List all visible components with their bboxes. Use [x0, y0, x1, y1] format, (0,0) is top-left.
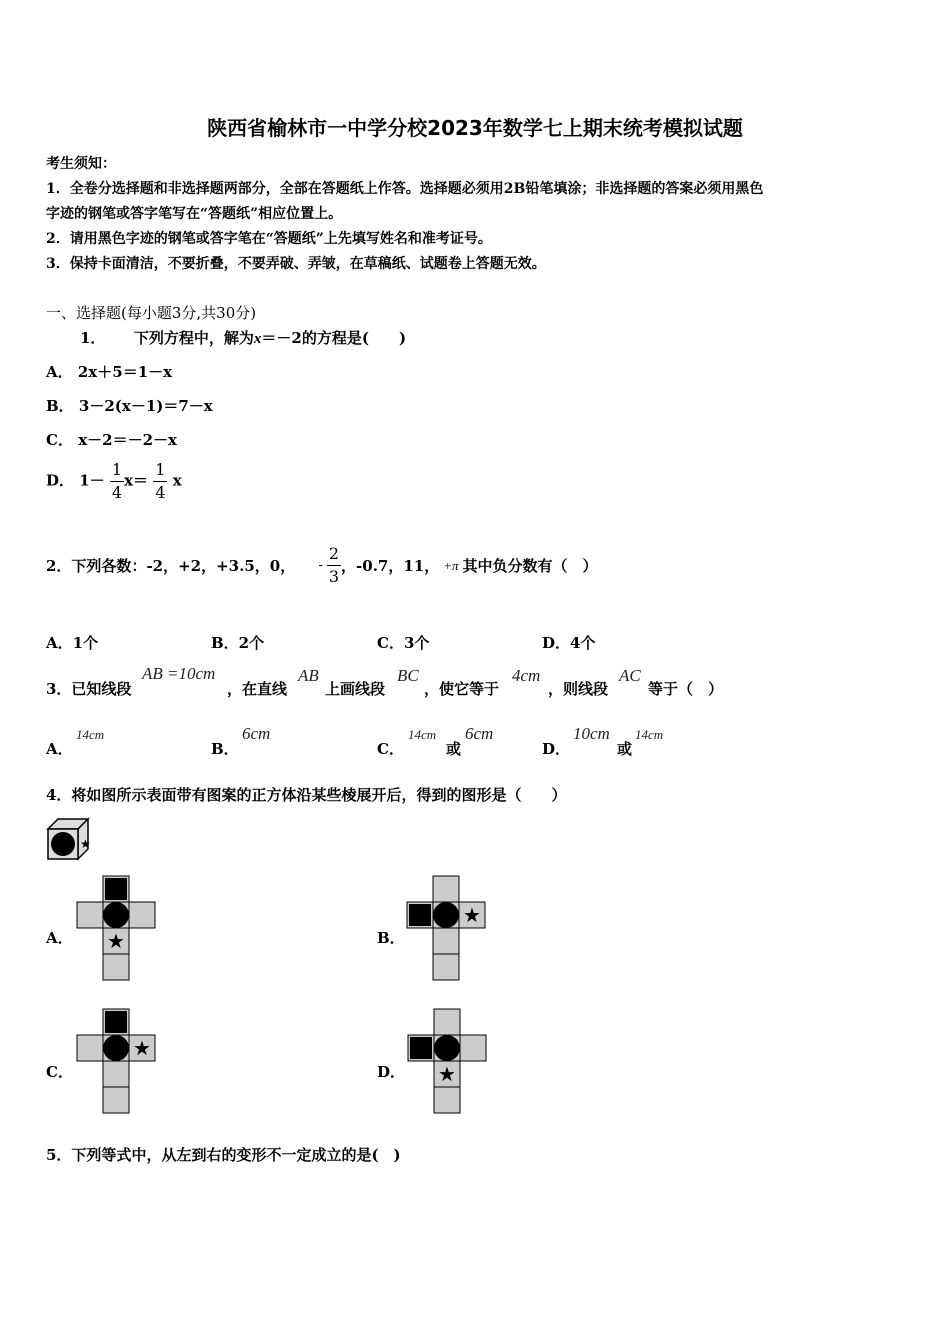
net-option-a[interactable]	[76, 876, 156, 980]
q3-d-label: D．	[542, 740, 571, 758]
circle-icon	[434, 1035, 460, 1061]
q5-stem: 5．下列等式中，从左到右的变形不一定成立的是( )	[46, 1146, 401, 1164]
star-icon: ★	[80, 837, 91, 851]
q3-a-value: 14cm	[76, 727, 105, 742]
q3-stem-d: ，使它等于	[424, 680, 500, 698]
q1-c-text: x－2＝－2－x	[78, 431, 177, 449]
q1-a-label: A．	[46, 363, 73, 381]
q4-d-label: D．	[377, 1063, 406, 1081]
q2-option-b: B．2个	[211, 634, 265, 652]
net-b-face-5	[433, 928, 459, 954]
q2-stem	[46, 546, 598, 585]
q3-stem-b: ，在直线	[227, 680, 288, 698]
star-icon: ★	[438, 1062, 456, 1086]
q1-b-text: 3－2(x－1)＝7－x	[78, 397, 213, 415]
square-icon	[409, 904, 431, 926]
notice-line-1a: 1．全卷分选择题和非选择题两部分，全部在答题纸上作答。选择题必须用2B铅笔填涂；非选择题的答案必须用黑色	[46, 181, 764, 197]
net-d-face-1	[434, 1009, 460, 1035]
q1-var: x	[253, 331, 262, 347]
q1-d-num-2: 1	[153, 462, 167, 482]
q1-number: 1．	[80, 329, 106, 347]
net-c-face-6	[103, 1087, 129, 1113]
q1-stem-b: ＝－2的方程是( )	[261, 329, 407, 347]
q3-d-or: 或	[617, 740, 633, 758]
circle-icon	[103, 1035, 129, 1061]
q3-math-4: 4cm	[512, 666, 541, 685]
q2-option-c: C．3个	[377, 634, 430, 652]
q1-d-den-2: 4	[155, 483, 166, 502]
q2-frac-num: 2	[327, 546, 341, 566]
q3-stem-f: 等于（ ）	[648, 680, 724, 698]
q3-b-value: 6cm	[242, 724, 271, 743]
square-icon	[105, 878, 127, 900]
q3-stem-c: 上画线段	[325, 680, 386, 698]
q3-math-2: AB	[298, 666, 319, 685]
q2-frac-den: 3	[328, 567, 340, 586]
star-icon: ★	[133, 1036, 151, 1060]
q1-b-label: B．	[46, 397, 74, 415]
q4-a-label: A．	[46, 929, 73, 947]
q3-c-or: 或	[446, 740, 462, 758]
q2-option-a: A．1个	[46, 634, 99, 652]
circle-icon	[103, 902, 129, 928]
net-c-face-2	[77, 1035, 103, 1061]
q2-stem-c: 其中负分数有（ ）	[462, 557, 598, 575]
q2-frac-sign: -	[318, 558, 323, 573]
notice-line-2: 2．请用黑色字迹的钢笔或答字笔在“答题纸”上先填写姓名和准考证号。	[46, 231, 492, 247]
q1-option-a	[46, 361, 172, 382]
q1-stem-a: 下列方程中，解为	[133, 329, 254, 347]
q1-d-den-1: 4	[111, 483, 123, 502]
star-icon: ★	[463, 903, 481, 927]
q1-d-post: x	[172, 471, 182, 490]
q1-d-pre: 1－	[79, 471, 105, 490]
q3-stem-a: 3．已知线段	[46, 680, 132, 698]
q4-b-label: B．	[377, 929, 405, 947]
notice-line-3: 3．保持卡面清洁，不要折叠，不要弄破、弄皱，在草稿纸、试题卷上答题无效。	[46, 256, 546, 272]
net-c-face-5	[103, 1061, 129, 1087]
q1-option-b	[46, 395, 213, 416]
q2-option-d: D．4个	[542, 634, 596, 652]
q2-stem-a: 2．下列各数：-2，+2，+3.5，0，	[46, 557, 296, 575]
q3-c-value-2: 6cm	[465, 724, 494, 743]
q4-c-label: C．	[46, 1063, 73, 1081]
cube-figure	[46, 817, 90, 861]
net-option-c[interactable]	[76, 1009, 156, 1113]
q1-d-num-1: 1	[110, 462, 124, 482]
q3-math-1: AB =10cm	[142, 664, 216, 683]
notice-heading: 考生须知：	[46, 156, 116, 172]
q1-d-label: D．	[46, 471, 75, 490]
q3-b-label: B．	[211, 740, 239, 758]
net-a-face-2	[77, 902, 103, 928]
notice-line-1b: 字迹的钢笔或答字笔写在“答题纸”相应位置上。	[46, 206, 343, 222]
q3-d-value-2: 14cm	[635, 727, 664, 742]
net-b-face-6	[433, 954, 459, 980]
circle-icon	[433, 902, 459, 928]
section-heading: 一、选择题(每小题3分,共30分)	[46, 304, 257, 322]
q2-fraction	[327, 546, 341, 585]
q3-a-label: A．	[46, 740, 73, 758]
q1-stem	[80, 327, 406, 348]
square-icon	[410, 1037, 432, 1059]
net-option-d[interactable]	[407, 1009, 487, 1113]
q3-math-3: BC	[397, 666, 419, 685]
q3-stem-e: ，则线段	[548, 680, 609, 698]
net-d-face-4	[460, 1035, 486, 1061]
q3-c-label: C．	[377, 740, 404, 758]
page-title: 陕西省榆林市一中学分校2023年数学七上期末统考模拟试题	[207, 116, 743, 140]
net-a-face-4	[129, 902, 155, 928]
q4-stem: 4．将如图所示表面带有图案的正方体沿某些棱展开后，得到的图形是（ ）	[46, 786, 567, 804]
q2-stem-b: ，-0.7，11，	[341, 557, 440, 575]
net-b-face-1	[433, 876, 459, 902]
q1-option-c	[46, 429, 177, 450]
q2-pi-term: +π	[443, 557, 459, 573]
net-d-face-6	[434, 1087, 460, 1113]
q3-c-value-1: 14cm	[408, 727, 437, 742]
square-icon	[105, 1011, 127, 1033]
q1-d-fraction-1	[110, 462, 124, 501]
q1-option-d	[46, 462, 182, 501]
net-a-face-6	[103, 954, 129, 980]
q1-a-text: 2x＋5＝1－x	[77, 363, 173, 381]
q1-c-label: C．	[46, 431, 73, 449]
circle-icon	[51, 832, 75, 856]
q1-d-fraction-2	[153, 462, 167, 501]
q1-d-mid: x＝	[124, 471, 149, 490]
star-icon: ★	[107, 929, 125, 953]
net-option-b[interactable]	[406, 876, 486, 980]
q3-d-value-1: 10cm	[573, 724, 610, 743]
q3-math-5: AC	[619, 666, 641, 685]
